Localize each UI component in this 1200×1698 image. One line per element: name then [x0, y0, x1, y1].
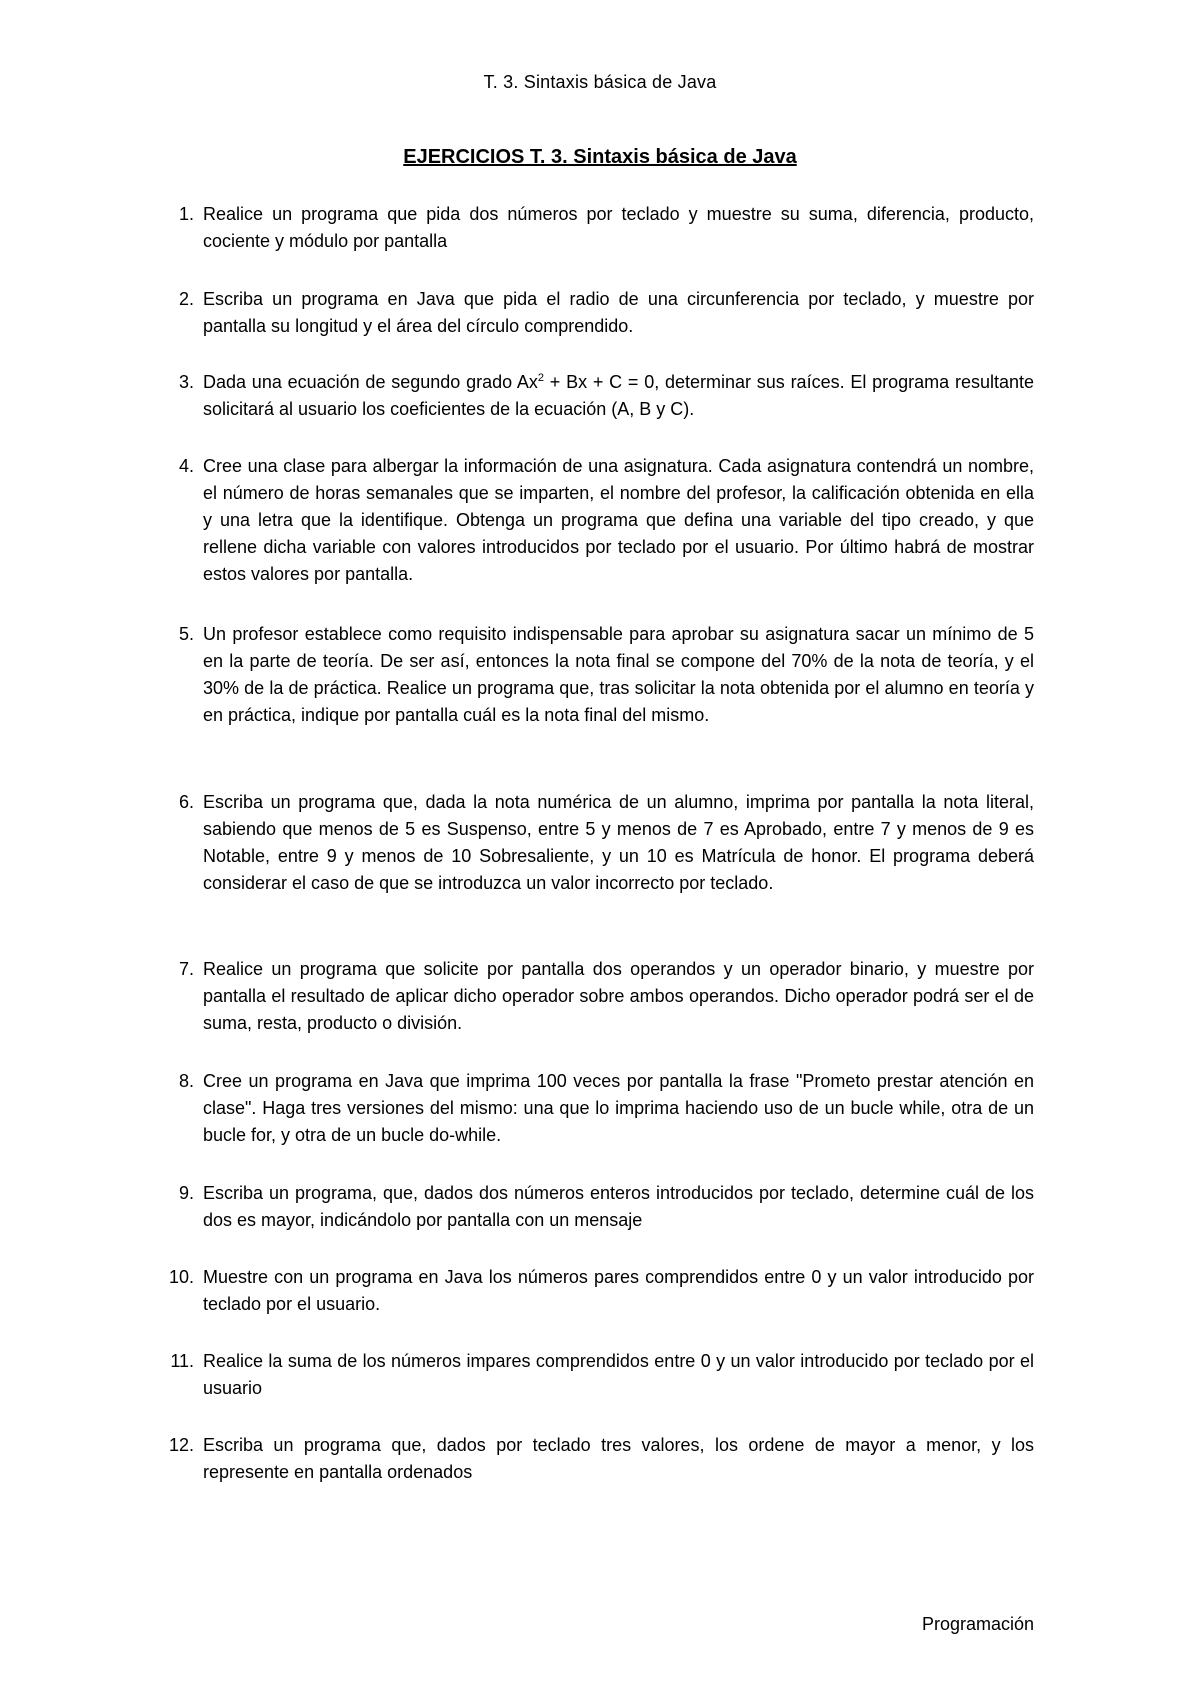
exercise-item — [166, 286, 1034, 340]
exercise-number: 3. — [178, 372, 194, 392]
exercise-item — [166, 1348, 1034, 1402]
exercise-number: 10. — [168, 1267, 194, 1287]
exercise-number: 8. — [178, 1071, 194, 1091]
exercise-item — [166, 453, 1034, 588]
exercise-text: Cree un programa en Java que imprima 100 veces por pantalla la frase "Prometo prestar atención en clase". Haga tres versiones del mismo: una que lo imprima haciendo uso de un bucle while, otra de un bucle for, y otra de un bucle do-while. — [203, 1071, 1034, 1145]
exercise-item — [166, 201, 1034, 255]
exercise-item — [166, 1068, 1034, 1149]
exercise-item — [166, 956, 1034, 1037]
exercise-text-part: Dada una ecuación de segundo grado Ax — [203, 372, 538, 392]
exercise-item — [166, 789, 1034, 897]
exercise-text: Realice la suma de los números impares comprendidos entre 0 y un valor introducido por teclado por el usuario — [203, 1351, 1034, 1398]
exercise-item — [166, 1180, 1034, 1234]
exercise-number: 7. — [178, 959, 194, 979]
exercise-text: Muestre con un programa en Java los números pares comprendidos entre 0 y un valor introducido por teclado por el usuario. — [203, 1267, 1034, 1314]
exercise-text: Cree una clase para albergar la información de una asignatura. Cada asignatura contendrá un nombre, el número de horas semanales que se imparten, el nombre del profesor, la calificación obtenida en ella y una letra que la identifique. Obtenga un programa que defina una variable del tipo creado, y que rellene dicha variable con valores introducidos por teclado por el usuario. Por último habrá de mostrar estos valores por pantalla. — [203, 456, 1034, 584]
exercise-number: 4. — [178, 456, 194, 476]
exercise-number: 11. — [170, 1351, 194, 1371]
exercise-text: Escriba un programa, que, dados dos números enteros introducidos por teclado, determine cuál de los dos es mayor, indicándolo por pantalla con un mensaje — [203, 1183, 1034, 1230]
exercise-text: Escriba un programa que, dada la nota numérica de un alumno, imprima por pantalla la nota literal, sabiendo que menos de 5 es Suspenso, entre 5 y menos de 7 es Aprobado, entre 7 y menos de 9 es Notable, entre 9 y menos de 10 Sobresaliente, y un 10 es Matrícula de honor. El programa deberá considerar el caso de que se introduzca un valor incorrecto por teclado. — [203, 792, 1034, 893]
exercise-number: 9. — [178, 1183, 194, 1203]
running-footer: Programación — [921, 1614, 1034, 1634]
exercise-item — [166, 369, 1034, 423]
exercise-text-part: + Bx + C = 0, determinar sus raíces. El programa resultante solicitará al usuario los coeficientes de la ecuación (A, B y C). — [203, 372, 1034, 419]
running-header: T. 3. Sintaxis básica de Java — [483, 72, 717, 92]
exercise-item — [166, 1264, 1034, 1318]
exercise-number: 2. — [178, 289, 194, 309]
exercise-item — [166, 1432, 1034, 1486]
document-title: EJERCICIOS T. 3. Sintaxis básica de Java — [403, 146, 797, 168]
exercise-number: 5. — [178, 624, 194, 644]
exercise-item — [166, 621, 1034, 729]
exercise-text: Un profesor establece como requisito indispensable para aprobar su asignatura sacar un mínimo de 5 en la parte de teoría. De ser así, entonces la nota final se compone del 70% de la nota de teoría, y el 30% de la de práctica. Realice un programa que, tras solicitar la nota obtenida por el alumno en teoría y en práctica, indique por pantalla cuál es la nota final del mismo. — [203, 624, 1034, 725]
exercise-number: 1. — [178, 204, 194, 224]
exercise-text: Realice un programa que pida dos números por teclado y muestre su suma, diferencia, producto, cociente y módulo por pantalla — [203, 204, 1034, 251]
exercise-number: 12. — [168, 1435, 194, 1455]
exercise-text — [203, 369, 1034, 423]
exercise-number: 6. — [178, 792, 194, 812]
exercise-text: Escriba un programa que, dados por teclado tres valores, los ordene de mayor a menor, y los represente en pantalla ordenados — [203, 1435, 1034, 1482]
exercise-text: Realice un programa que solicite por pantalla dos operandos y un operador binario, y muestre por pantalla el resultado de aplicar dicho operador sobre ambos operandos. Dicho operador podrá ser el de suma, resta, producto o división. — [203, 959, 1034, 1033]
exercise-text: Escriba un programa en Java que pida el radio de una circunferencia por teclado, y muestre por pantalla su longitud y el área del círculo comprendido. — [203, 289, 1034, 336]
exponent: 2 — [537, 372, 545, 384]
